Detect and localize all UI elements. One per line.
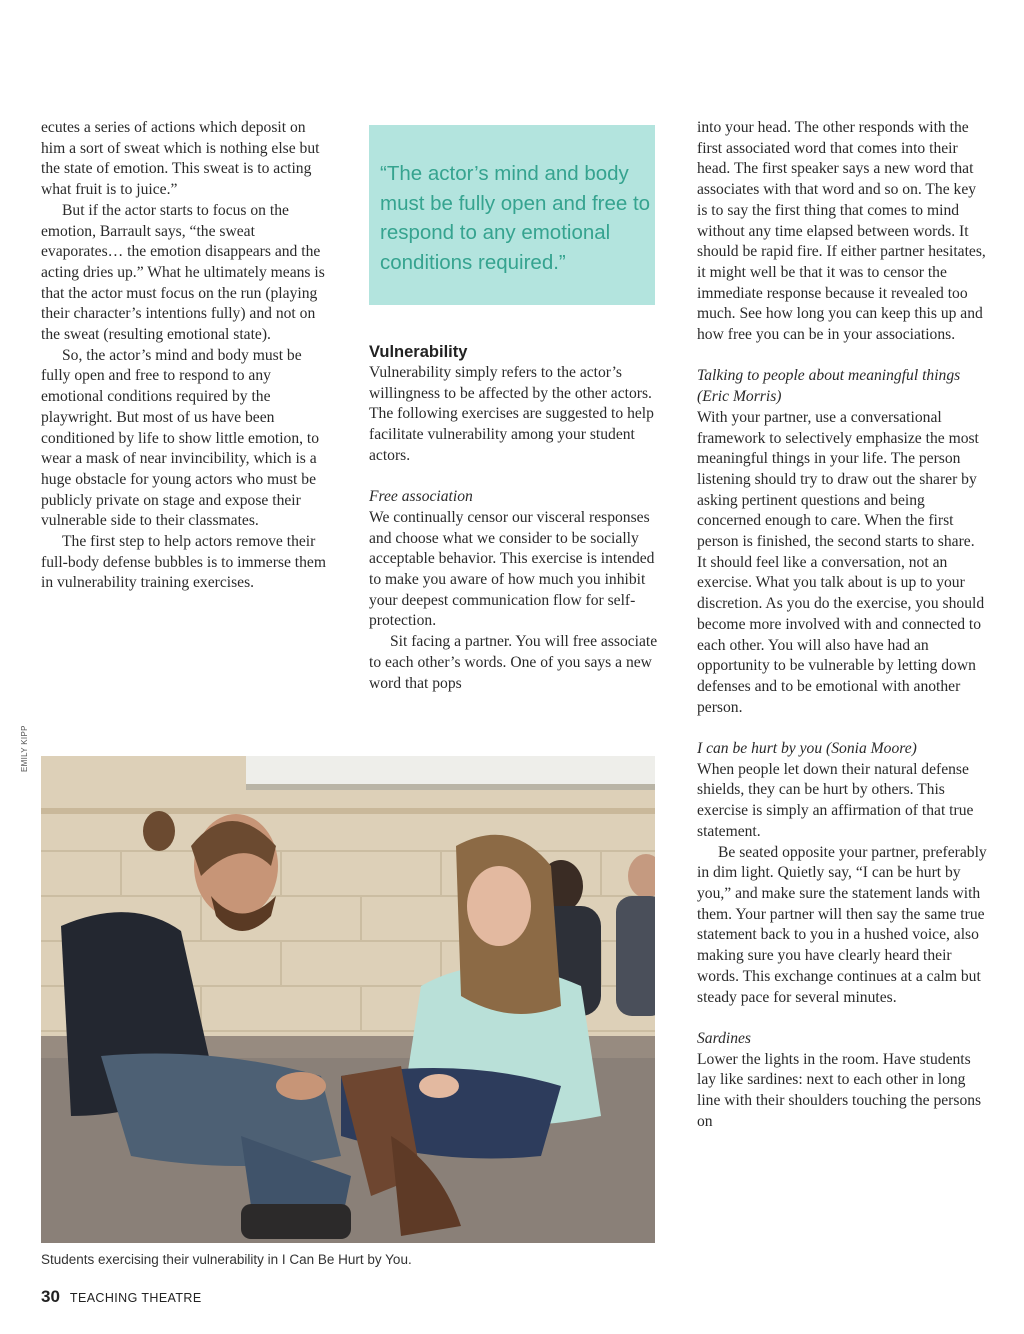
exercise-title: Sardines [697,1029,751,1047]
body-paragraph: But if the actor starts to focus on the emotion, Barrault says, “the sweat evaporates… the emotion disappears and the acting dries up.” What he ultimately means is that the actor must focus on the run (playing their character’s intentions fully) and not on the sweat (resulting emotional state). [41,201,325,344]
column-2 [369,342,659,694]
body-paragraph: Lower the lights in the room. Have students lay like sardines: next to each other in long line with their shoulders touching the persons on [697,1050,982,1130]
exercise-title: Talking to people about meaningful things (Eric Morris) [697,367,961,406]
column-3 [697,118,987,1132]
body-paragraph: Vulnerability simply refers to the actor’s willingness to be affected by the other actors. The following exercises are suggested to help facilitate vulnerability among your student actors. [369,364,654,464]
photo-illustration [41,756,655,1243]
pull-quote-box [369,125,655,305]
photo-caption: Students exercising their vulnerability in I Can Be Hurt by You. [41,1252,412,1267]
magazine-name: TEACHING THEATRE [69,1291,202,1305]
pull-quote-text: “The actor’s mind and body must be fully open and free to respond to any emotional conditions required.” [380,162,651,274]
section-heading: Vulnerability [369,343,468,361]
body-paragraph: Be seated opposite your partner, preferably in dim light. Quietly say, “I can be hurt by you,” and make sure the statement lands with them. Your partner will then say the same true statement back to you in a hushed voice, also making sure you have clearly heard their words. This exchange continues at a calm but steady pace for several minutes. [697,843,987,1006]
body-paragraph: The first step to help actors remove their full-body defense bubbles is to immerse them in vulnerability training exercises. [41,533,326,592]
body-paragraph: When people let down their natural defense shields, they can be hurt by others. This exercise is simply an affirmation of that true statement. [697,760,974,840]
body-paragraph: So, the actor’s mind and body must be fully open and free to respond to any emotional conditions required by the playwright. But most of us have been conditioned by life to show little emotion, to wear a mask of near invincibility, which is a huge obstacle for young actors who must be publicly private on stage and expose their vulnerable side to their classmates. [41,346,320,530]
body-paragraph: into your head. The other responds with the first associated word that comes into their head. The first speaker says a new word that associates with that word and so on. The key is to say the first thing that comes to mind without any time elapsed between words. It should be rapid fire. If either partner hesitates, it might well be that it was to censor the immediate response because it revealed too much. See how long you can keep this up and how free you can be in your associations. [697,119,986,344]
exercise-title: Free association [369,488,473,506]
page-number: 30 [41,1287,60,1306]
photo-credit: EMILY KIPP [20,725,29,772]
page-footer [41,1287,202,1307]
body-paragraph: Sit facing a partner. You will free associate to each other’s words. One of you says a new word that pops [369,633,658,692]
body-paragraph: We continually censor our visceral responses and choose what we consider to be socially acceptable behavior. This exercise is intended to make you aware of how much you inhibit your deepest communication flow for self-protection. [369,508,655,630]
body-paragraph: ecutes a series of actions which deposit on him a sort of sweat which is nothing else but the state of emotion. This sweat is to acting what fruit is to juice.” [41,119,320,199]
column-1 [41,118,331,594]
body-paragraph: With your partner, use a conversational framework to selectively emphasize the most meaningful things in your life. The person listening should try to draw out the sharer by asking pertinent questions and being concerned enough to care. When the first person is finished, the second starts to share. It should feel like a conversation, not an exercise. What you talk about is up to your discretion. As you do the exercise, you should become more involved with and connected to each other. You will also have had an opportunity to be vulnerable by letting down defenses and to be emotional with another person. [697,408,985,716]
photo [41,756,655,1243]
exercise-title: I can be hurt by you (Sonia Moore) [697,740,917,758]
